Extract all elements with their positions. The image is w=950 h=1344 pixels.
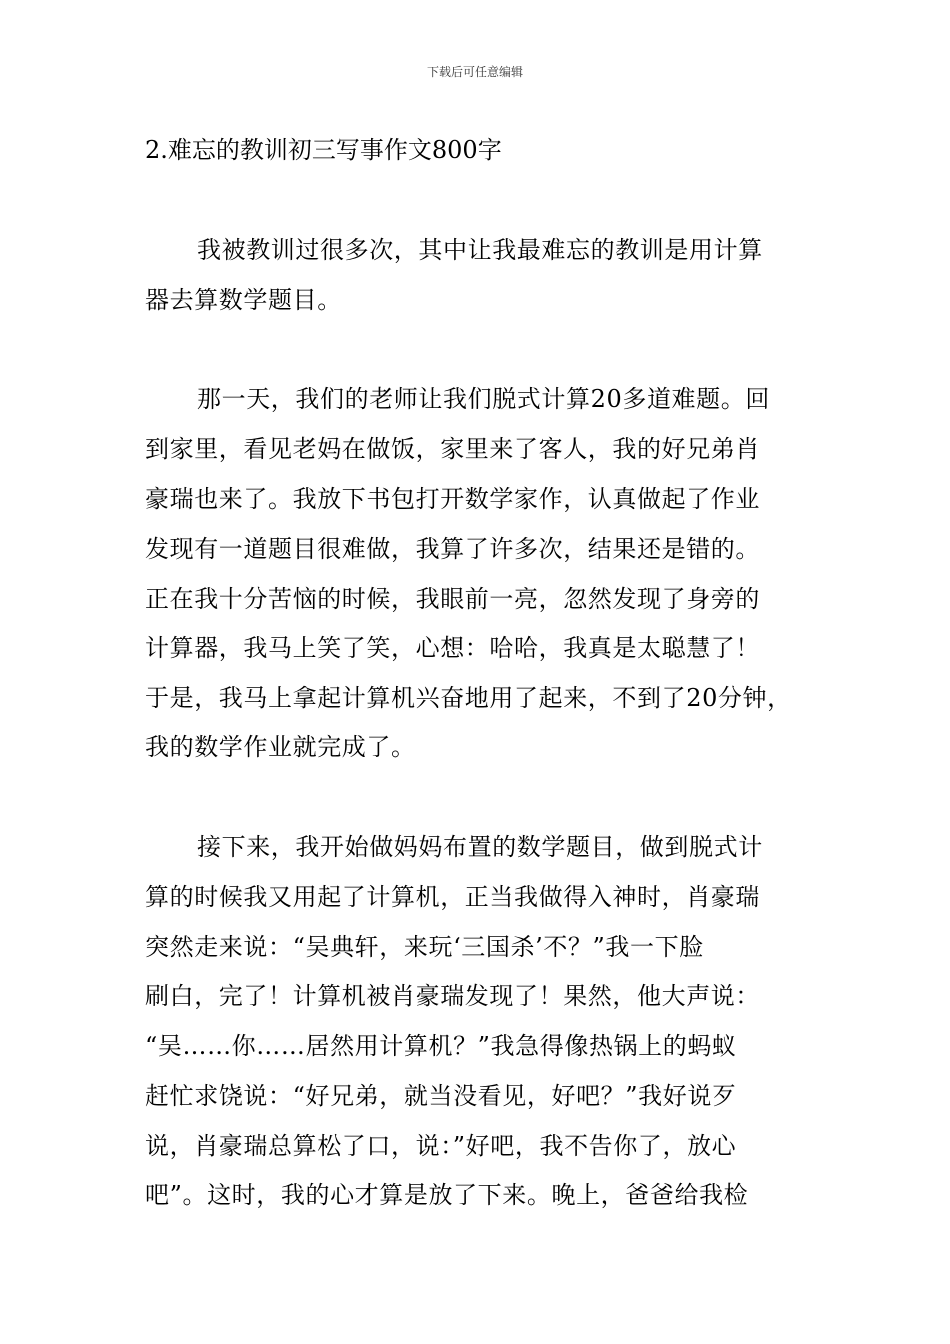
paragraph-line: 我被教训过很多次，其中让我最难忘的教训是用计算 (197, 236, 763, 264)
paragraph-line: 我的数学作业就完成了。 (145, 733, 416, 761)
paragraph-line: 器去算数学题目。 (145, 286, 342, 314)
document-title: 2.难忘的教训初三写事作文800字 (145, 136, 502, 164)
paragraph-line: 说，肖豪瑞总算松了口，说：”好吧，我不告你了，放心 (145, 1132, 737, 1160)
paragraph-line: 发现有一道题目很难做，我算了许多次，结果还是错的。 (145, 535, 760, 563)
paragraph-line: 于是，我马上拿起计算机兴奋地用了起来，不到了20分钟， (145, 684, 792, 712)
paragraph-line: 突然走来说：“吴典轩，来玩‘三国杀’不？”我一下脸 (145, 933, 704, 961)
paragraph-line: 正在我十分苦恼的时候，我眼前一亮，忽然发现了身旁的 (145, 585, 760, 613)
paragraph-line: 接下来，我开始做妈妈布置的数学题目，做到脱式计 (197, 833, 763, 861)
paragraph-line: 算的时候我又用起了计算机，正当我做得入神时，肖豪瑞 (145, 883, 760, 911)
paragraph-line: 豪瑞也来了。我放下书包打开数学家作，认真做起了作业 (145, 485, 760, 513)
paragraph-line: 吧”。这时，我的心才算是放了下来。晚上，爸爸给我检 (145, 1181, 749, 1209)
paragraph-line: 到家里，看见老妈在做饭，家里来了客人，我的好兄弟肖 (145, 435, 760, 463)
paragraph-line: 计算器，我马上笑了笑，心想：哈哈，我真是太聪慧了！ (145, 634, 760, 662)
paragraph-line: “吴……你……居然用计算机？”我急得像热锅上的蚂蚁 (145, 1032, 737, 1060)
page-header: 下载后可任意编辑 (426, 65, 523, 79)
paragraph-line: 赶忙求饶说：“好兄弟，就当没看见，好吧？”我好说歹 (145, 1082, 737, 1110)
paragraph-line: 那一天，我们的老师让我们脱式计算20多道难题。回 (197, 385, 770, 413)
paragraph-line: 刷白，完了！计算机被肖豪瑞发现了！果然，他大声说： (145, 982, 760, 1010)
